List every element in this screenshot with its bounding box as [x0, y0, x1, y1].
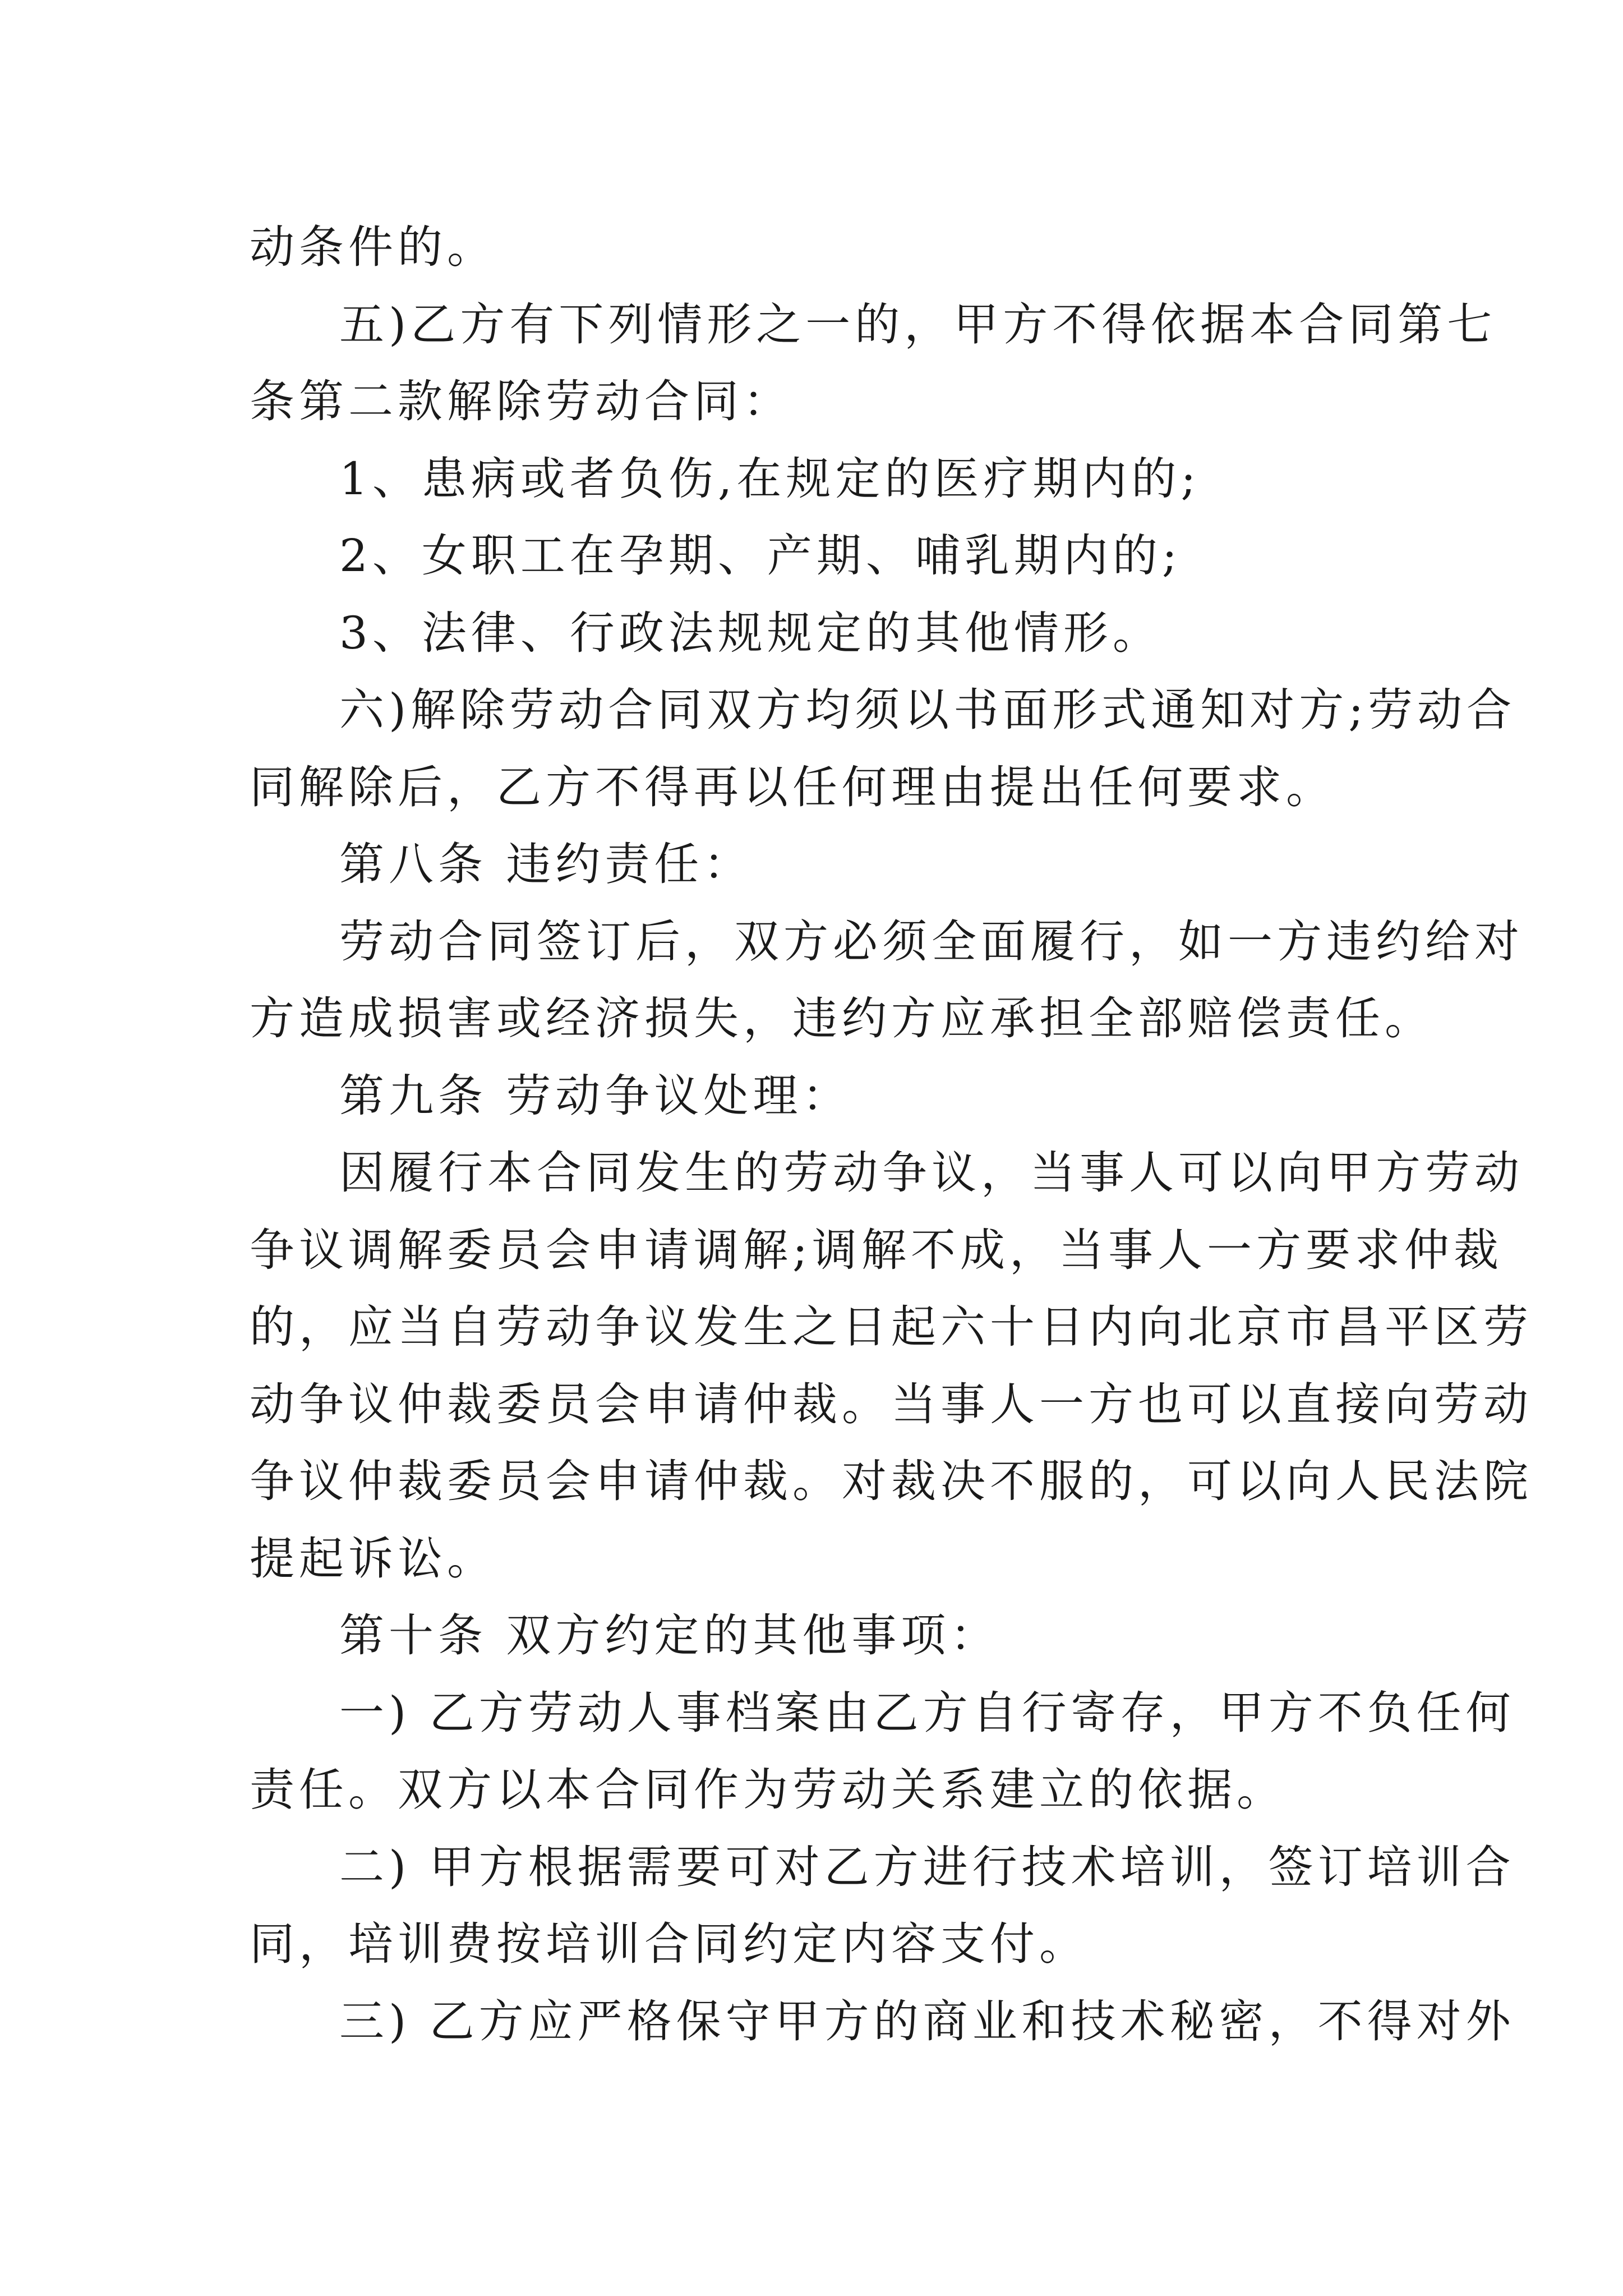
text-line: 同解除后，乙方不得再以任何理由提出任何要求。 — [250, 761, 1335, 813]
document-body — [250, 209, 1533, 2060]
text-line: 1、患病或者负伤,在规定的医疗期内的; — [339, 452, 1201, 505]
text-line: 的，应当自劳动争议发生之日起六十日内向北京市昌平区劳 — [250, 1301, 1533, 1353]
section-heading: 第九条 劳动争议处理： — [339, 1069, 852, 1122]
text-line: 争议调解委员会申请调解;调解不成，当事人一方要求仲裁 — [250, 1223, 1503, 1276]
text-line: 劳动合同签订后，双方必须全面履行，如一方违约给对 — [339, 915, 1524, 968]
text-line: 提起诉讼。 — [250, 1532, 496, 1585]
text-line: 3、法律、行政法规规定的其他情形。 — [339, 606, 1162, 659]
text-line: 六)解除劳动合同双方均须以书面形式通知对方;劳动合 — [339, 684, 1516, 736]
section-heading: 第十条 双方约定的其他事项： — [339, 1609, 1000, 1662]
text-line: 二) 甲方根据需要可对乙方进行技术培训，签订培训合 — [339, 1841, 1515, 1893]
section-heading: 第八条 违约责任： — [339, 838, 753, 890]
text-line: 争议仲裁委员会申请仲裁。对裁决不服的，可以向人民法院 — [250, 1455, 1533, 1507]
text-line: 五)乙方有下列情形之一的，甲方不得依据本合同第七 — [339, 298, 1497, 351]
text-line: 因履行本合同发生的劳动争议，当事人可以向甲方劳动 — [339, 1147, 1524, 1199]
text-line: 条第二款解除劳动合同： — [250, 375, 792, 427]
text-line: 动争议仲裁委员会申请仲裁。当事人一方也可以直接向劳动 — [250, 1378, 1533, 1430]
text-line: 2、女职工在孕期、产期、哺乳期内的; — [339, 530, 1182, 582]
text-line: 责任。双方以本合同作为劳动关系建立的依据。 — [250, 1764, 1286, 1816]
text-line: 一) 乙方劳动人事档案由乙方自行寄存，甲方不负任何 — [339, 1686, 1515, 1739]
text-line: 三) 乙方应严格保守甲方的商业和技术秘密，不得对外 — [339, 1995, 1515, 2047]
text-line: 动条件的。 — [250, 221, 496, 273]
text-line: 方造成损害或经济损失，违约方应承担全部赔偿责任。 — [250, 992, 1434, 1045]
text-line: 同，培训费按培训合同约定内容支付。 — [250, 1918, 1089, 1970]
